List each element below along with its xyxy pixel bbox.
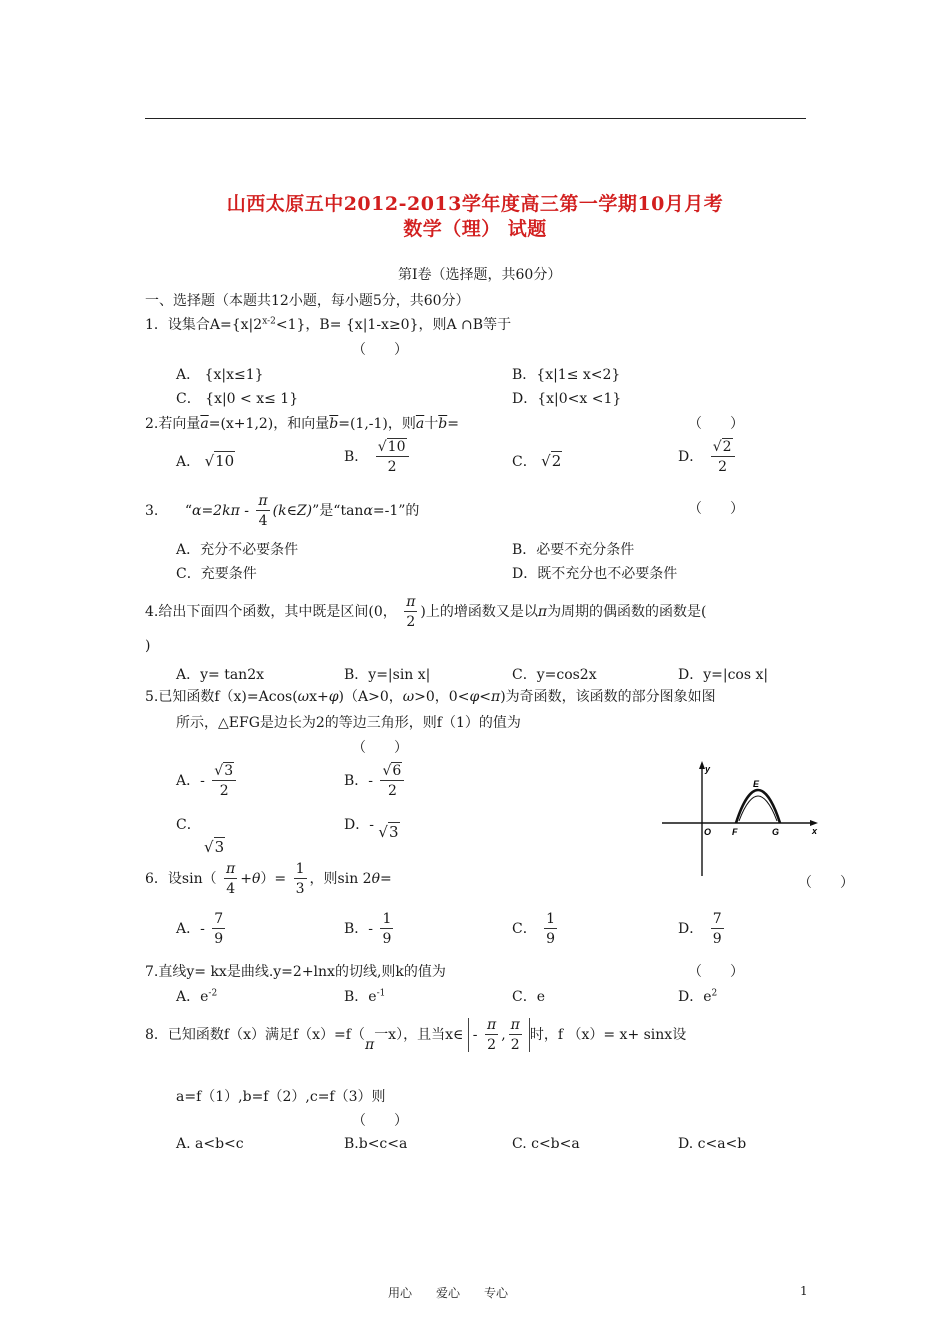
q5-b-denominator: 2 (387, 783, 397, 799)
q5-omega-2: ω (402, 689, 415, 705)
q6-option-c (512, 912, 560, 946)
title-line-1: 山西太原五中2012-2013学年度高三第一学期10月月考 (226, 193, 724, 215)
q7-option-c: C．e (512, 989, 545, 1005)
question-5-stem (145, 686, 716, 706)
q5-stem-line-2: 所示，△EFG是边长为2的等边三角形，则f（1）的值为 (176, 715, 521, 731)
q5-option-c (176, 814, 225, 856)
q8-left-sign: - (472, 1027, 478, 1043)
q1-superscript: x-2 (262, 316, 276, 327)
q6-rhs-num: 1 (295, 861, 305, 877)
q6-a-fraction (212, 912, 225, 946)
q5-text-b: x+ (309, 689, 329, 705)
q6-option-d (678, 912, 727, 946)
q3-answer-paren: （ ） (688, 501, 744, 517)
q3-text-b: ”是“tan (312, 503, 364, 519)
q6-answer-paren: （ ） (798, 875, 854, 891)
q6-text-c: ，则sin 2 (309, 871, 372, 887)
q5-option-b (344, 764, 407, 798)
q3-fraction-num: π (258, 493, 268, 509)
q6-theta-2: θ (371, 871, 381, 887)
q5-a-numerator: √3 (212, 764, 236, 781)
graph-label-x: x (812, 826, 818, 836)
q4-fraction-num: π (406, 594, 416, 610)
q8-left-fraction (485, 1018, 498, 1052)
q2-b-numerator: √10 (376, 440, 409, 457)
q5-b-numerator: √6 (380, 764, 404, 781)
q6-d-num: 7 (712, 911, 722, 927)
q4-fraction (404, 595, 417, 629)
q2-option-c (512, 451, 562, 471)
q6-option-a (176, 912, 228, 946)
q5-d-radicand: 3 (388, 823, 399, 841)
q5-d-sqrt: √3 (378, 823, 399, 841)
q4-closing-paren: ) (145, 638, 151, 654)
q8-text-b: 一x），且当x∈ (374, 1027, 464, 1043)
q8-option-b: B.b<c<a (344, 1136, 408, 1152)
q6-a-den: 9 (214, 931, 224, 947)
q5-phi: φ (328, 689, 339, 705)
q5-omega: ω (297, 689, 310, 705)
q8-comma: , (501, 1027, 506, 1043)
footer-slogan: 用心 爱心 专心 (388, 1286, 509, 1300)
q4-pi: π (537, 604, 548, 620)
q2-d-label: D． (678, 449, 704, 465)
q6-text-a: 6．设sin（ (145, 871, 217, 887)
graph-curve (736, 790, 780, 823)
q8-right-den: 2 (510, 1037, 520, 1053)
q5-a-fraction (212, 764, 236, 798)
q2-d-numerator: √2 (711, 440, 735, 457)
q6-b-den: 9 (382, 931, 392, 947)
graph-label-e: E (753, 779, 760, 789)
q5-answer-paren: （ ） (352, 740, 408, 756)
q3-equation: =2kπ - (201, 503, 249, 519)
q7-option-b (344, 986, 385, 1006)
q5-a-label: A．- (176, 773, 205, 789)
q7-answer-paren: （ ） (688, 964, 744, 980)
q8-stem-line-2: a=f（1）,b=f（2）,c=f（3）则 (176, 1089, 386, 1105)
q5-c-sqrt: √3 (204, 838, 225, 856)
q6-option-b (344, 912, 396, 946)
q7-a-label: A．e (176, 989, 209, 1005)
q5-option-a (176, 764, 239, 798)
question-2-stem (145, 413, 459, 433)
q4-text-c: 为周期的偶函数的函数是( (547, 604, 707, 620)
graph-label-y: y (705, 764, 711, 774)
q4-text-b: )上的增函数又是以 (420, 604, 538, 620)
q8-option-c: C. c<b<a (512, 1136, 580, 1152)
q8-text-c: 时，f （x）= x+ sinx设 (529, 1027, 687, 1043)
q4-option-b: B．y=|sin x| (344, 667, 431, 683)
q5-text-d: >0，0< (414, 689, 470, 705)
q2-d-radicand: 2 (722, 439, 732, 455)
q5-text-f: )为奇函数，该函数的部分图象如图 (500, 689, 716, 705)
q2-option-b (344, 440, 412, 474)
q3-option-c: C．充要条件 (176, 566, 257, 582)
q7-d-sup: 2 (711, 988, 718, 999)
q3-option-b: B．必要不充分条件 (512, 542, 635, 558)
q6-text-d: = (380, 871, 392, 887)
header-rule (145, 118, 806, 119)
q2-d-denominator: 2 (718, 459, 728, 475)
q8-interval-bracket (468, 1018, 530, 1052)
q8-text-a: 8．已知函数f（x）满足f（x）=f（ (145, 1027, 365, 1043)
q7-option-d (678, 986, 717, 1006)
q2-c-label: C． (512, 454, 537, 470)
q4-option-d: D．y=|cos x| (678, 667, 769, 683)
q3-option-d: D．既不充分也不必要条件 (512, 566, 678, 582)
q2-a-label: A． (176, 454, 201, 470)
q1-option-c: C． {x|0 < x≤ 1} (176, 391, 299, 407)
q2-b-denominator: 2 (387, 459, 397, 475)
q1-text-a: 1．设集合A={x|2 (145, 317, 263, 333)
q2-d-fraction (711, 440, 735, 474)
q6-theta: θ (251, 871, 261, 887)
q5-phi-2: φ (469, 689, 480, 705)
q8-right-num: π (510, 1017, 520, 1033)
q2-vector-a-2: $\overline{a}$ (415, 416, 425, 432)
q6-rhs-fraction (294, 862, 307, 896)
q2-vector-a: $\overline{a}$ (200, 416, 209, 432)
q5-pi: π (491, 689, 501, 705)
q3-alpha-2: α (363, 503, 373, 519)
q6-b-num: 1 (382, 911, 392, 927)
q6-a-num: 7 (214, 911, 224, 927)
q3-open-quote: “ (184, 503, 192, 519)
q6-c-fraction (544, 912, 557, 946)
q4-fraction-den: 2 (406, 614, 416, 630)
q8-option-a: A. a<b<c (176, 1136, 244, 1152)
q6-b-label: B．- (344, 921, 374, 937)
q3-option-a: A．充分不必要条件 (176, 542, 299, 558)
q3-fraction (256, 494, 269, 528)
title-line-2: 数学（理） 试题 (403, 218, 547, 240)
q5-b-radicand: 6 (392, 763, 402, 779)
q5-a-denominator: 2 (219, 783, 229, 799)
question-7-stem: 7.直线y= kx是曲线.y=2+lnx的切线,则k的值为 (145, 964, 446, 980)
q6-fraction-num: π (226, 861, 236, 877)
q5-text-e: < (479, 689, 491, 705)
q2-c-sqrt: √2 (541, 452, 562, 470)
q7-option-a (176, 986, 217, 1006)
q2-b-radicand: 10 (387, 439, 406, 455)
q7-d-label: D．e (678, 989, 712, 1005)
q2-text-e: = (447, 416, 459, 432)
q2-text-b: =(x+1,2)，和向量 (208, 416, 330, 432)
q7-b-sup: -1 (376, 988, 386, 999)
q1-option-b: B．{x|1≤ x<2} (512, 367, 621, 383)
q6-a-label: A．- (176, 921, 205, 937)
q5-a-radicand: 3 (224, 763, 234, 779)
q1-option-a: A． {x|x≤1} (176, 367, 264, 383)
q5-text-a: 5.已知函数f（x)=Acos( (145, 689, 298, 705)
q2-a-sqrt: √10 (204, 452, 235, 470)
q2-b-fraction (376, 440, 409, 474)
page-number: 1 (800, 1284, 808, 1298)
graph-label-o: O (704, 827, 712, 837)
q3-number: 3. (145, 503, 159, 519)
q2-text-d: 十 (424, 416, 439, 432)
q1-text-b: <1}，B= {x|1-x≥0}，则A ∩B等于 (275, 317, 512, 333)
q2-text-a: 2.若向量 (145, 416, 201, 432)
q4-option-a: A．y= tan2x (176, 667, 264, 683)
question-4-stem (145, 595, 707, 629)
q5-text-c: )（A>0， (338, 689, 403, 705)
q4-option-c: C．y=cos2x (512, 667, 597, 683)
q6-c-label: C． (512, 921, 537, 937)
q6-rhs-den: 3 (295, 881, 305, 897)
q8-pi: π (364, 1037, 375, 1053)
q3-fraction-den: 4 (258, 513, 268, 529)
q6-fraction (224, 862, 237, 896)
q3-text-c: =-1”的 (372, 503, 420, 519)
q5-d-label: D．- (344, 817, 374, 833)
q6-plus: + (240, 871, 252, 887)
q6-d-fraction (711, 912, 724, 946)
q4-text-a: 4.给出下面四个函数，其中既是区间(0， (145, 604, 397, 620)
q2-option-a (176, 451, 235, 471)
q6-fraction-den: 4 (226, 881, 236, 897)
q5-option-d (344, 814, 400, 841)
q5-function-graph (658, 758, 820, 880)
graph-label-g: G (772, 827, 780, 837)
q7-b-label: B．e (344, 989, 377, 1005)
q2-option-d (678, 440, 738, 474)
q6-c-den: 9 (546, 931, 556, 947)
q2-text-c: =(1,-1)，则 (338, 416, 416, 432)
graph-label-f: F (732, 827, 738, 837)
question-1-stem (145, 314, 511, 334)
part-heading: 一、选择题（本题共12小题，每小题5分，共60分） (145, 293, 470, 309)
q2-c-radicand: 2 (551, 452, 562, 470)
q6-d-den: 9 (712, 931, 722, 947)
q2-answer-paren: （ ） (688, 416, 744, 432)
q5-b-fraction (380, 764, 404, 798)
q5-b-label: B．- (344, 773, 374, 789)
q8-right-fraction (509, 1018, 522, 1052)
q8-left-den: 2 (487, 1037, 497, 1053)
q5-c-label: C． (176, 817, 201, 833)
q6-text-b: ）= (260, 871, 287, 887)
q2-vector-b-2: $\overline{b}$ (438, 416, 448, 432)
q7-a-sup: -2 (208, 988, 218, 999)
question-8-stem (145, 1018, 686, 1052)
q5-c-radicand: 3 (214, 838, 225, 856)
q6-d-label: D． (678, 921, 704, 937)
q8-answer-paren: （ ） (352, 1113, 408, 1129)
q6-b-fraction (380, 912, 393, 946)
q2-a-radicand: 10 (215, 452, 235, 470)
q1-option-d: D．{x|0<x <1} (512, 391, 622, 407)
q8-option-d: D. c<a<b (678, 1136, 747, 1152)
q2-vector-b: $\overline{b}$ (329, 416, 339, 432)
q6-c-num: 1 (546, 911, 556, 927)
q3-tail: (k∈Z) (272, 503, 313, 519)
q3-alpha: α (191, 503, 202, 519)
q2-b-label: B． (344, 449, 369, 465)
question-6-stem (145, 862, 392, 896)
q1-answer-paren: （ ） (352, 342, 408, 358)
q8-left-num: π (486, 1017, 497, 1033)
question-3-stem (145, 494, 419, 528)
section-heading: 第Ⅰ卷（选择题，共60分） (398, 267, 562, 283)
